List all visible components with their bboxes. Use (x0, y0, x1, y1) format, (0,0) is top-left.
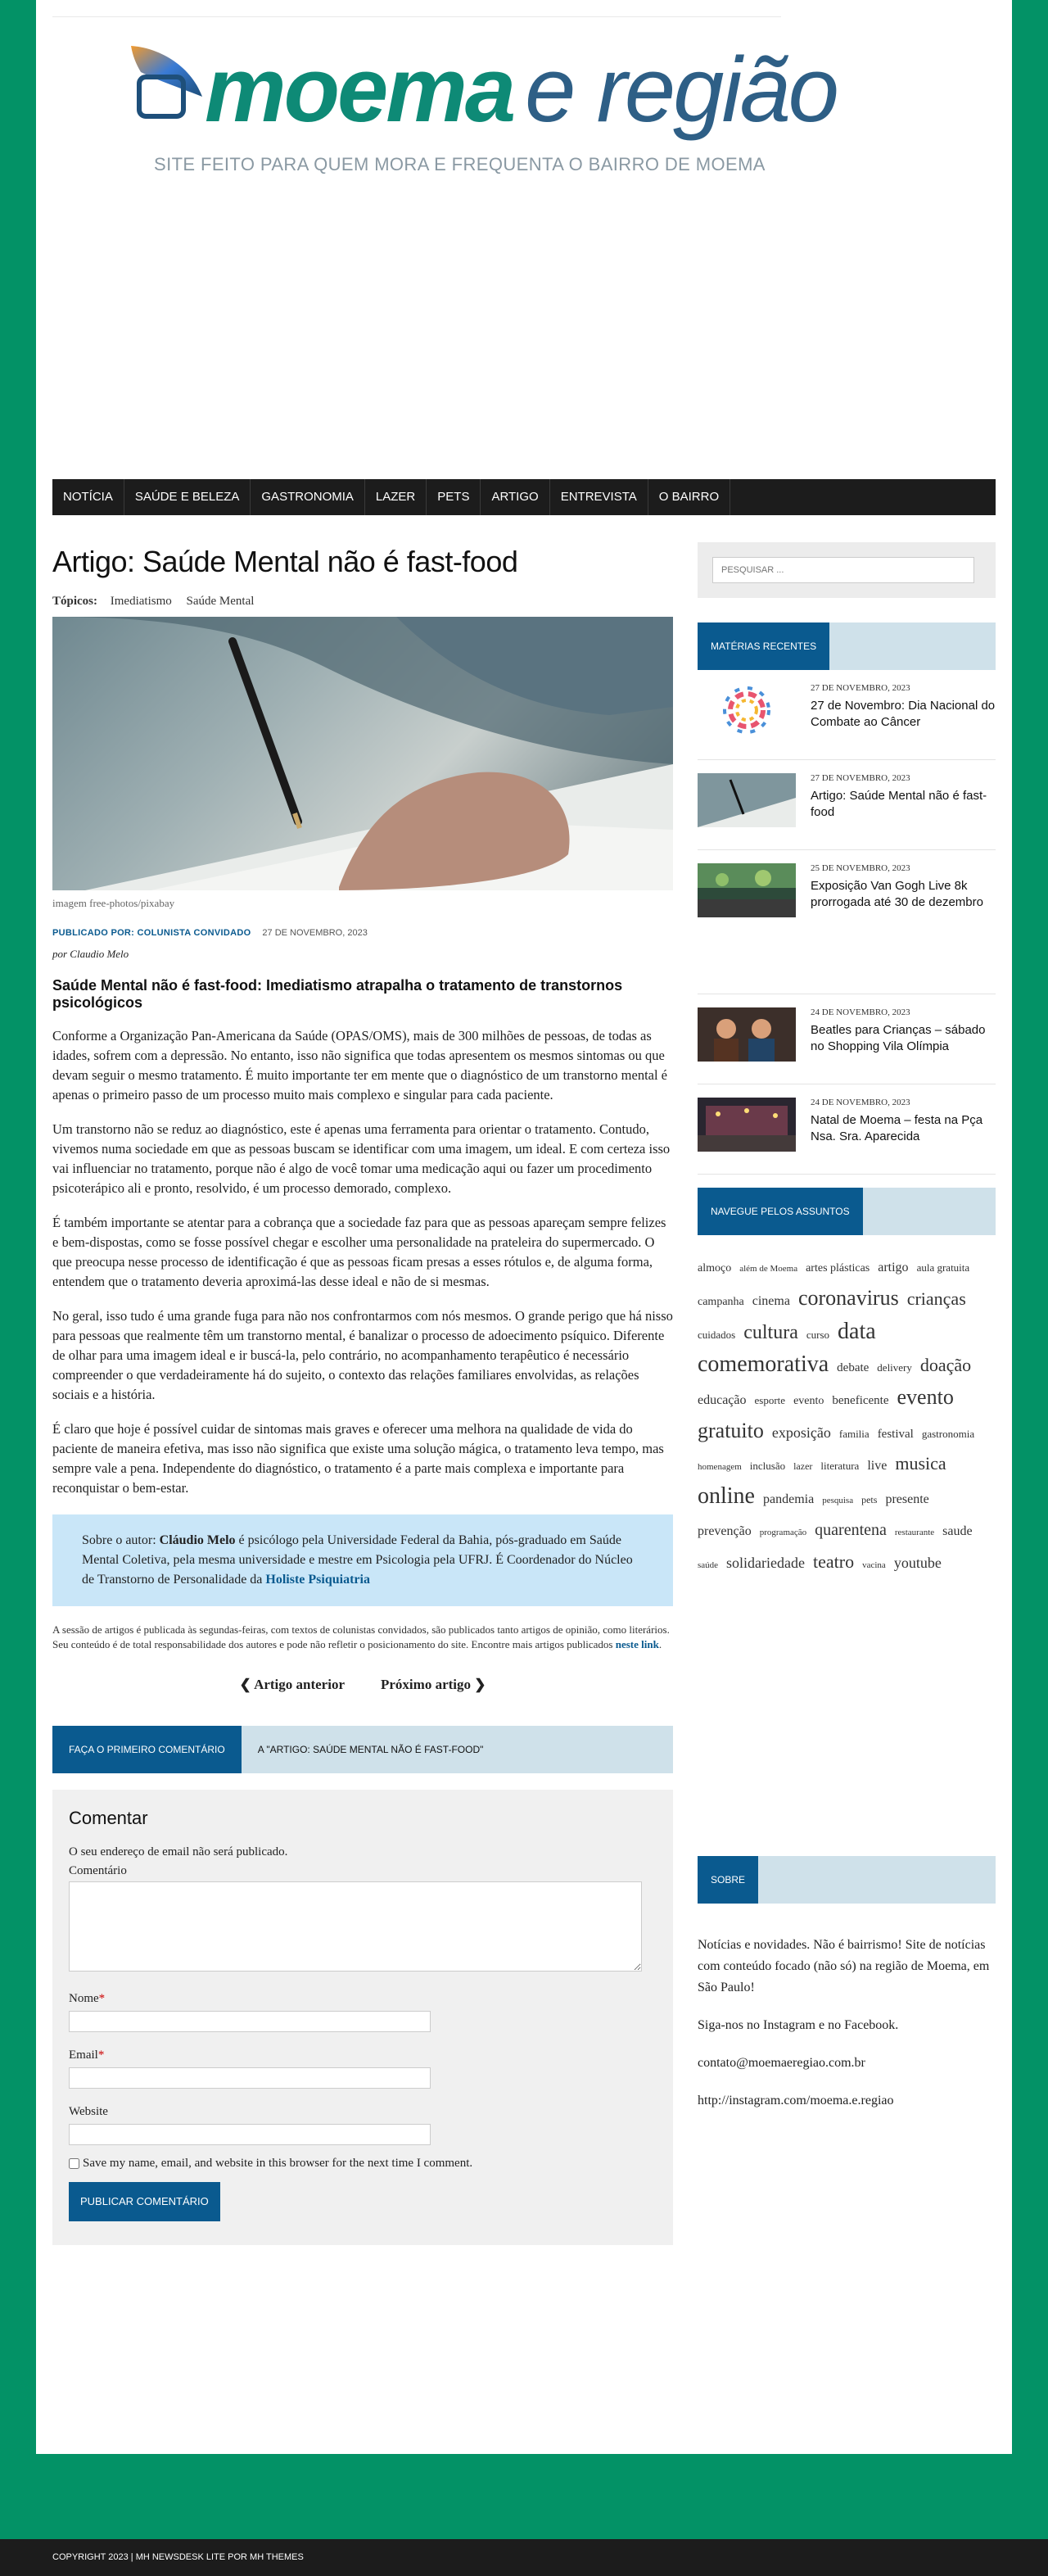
article-paragraph: É claro que hoje é possível cuidar de sintomas mais graves e oferecer uma melhora na qualidade de vida do paciente de maneira efetiva, mas isso não significa que existe uma solução mágica, o tratamento leva tempo, mas sempre vale a pena. Independente do diagnóstico, o tratamento é a parte mais complexa e importante para reconquistar o bem-estar. (52, 1421, 664, 1496)
tag-link[interactable]: vacina (862, 1560, 886, 1570)
nav-item-entrevista[interactable]: ENTREVISTA (550, 479, 648, 515)
topic-link[interactable]: Imediatismo (110, 595, 172, 608)
writing-hand-illustration (52, 617, 673, 890)
published-by[interactable]: PUBLICADO POR: COLUNISTA CONVIDADO (52, 928, 251, 938)
tag-link[interactable]: pesquisa (822, 1496, 854, 1505)
nav-item-noticia[interactable]: NOTÍCIA (52, 479, 124, 515)
contact-email[interactable]: contato@moemaeregiao.com.br (698, 2056, 865, 2070)
site-footer: COPYRIGHT 2023 | MH NEWSDESK LITE POR MH THEMES (0, 2539, 1048, 2576)
quill-icon (124, 39, 215, 129)
recent-date: 24 DE NOVEMBRO, 2023 (811, 1098, 910, 1107)
about-widget (698, 1935, 996, 2128)
recent-widget-bar (698, 622, 996, 670)
recent-title: Artigo: Saúde Mental não é fast-food (811, 789, 987, 819)
website-input[interactable] (69, 2124, 431, 2145)
instagram-link[interactable]: Instagram (763, 2018, 815, 2032)
bio-text: é psicólogo pela Universidade Federal da Bahia, pós-graduado em Saúde Mental Coletiva, pela mesma universidade e mestre em Psicologia pela UFRJ. É Coordenador do Núcleo de Transtorno de Personalidade da (82, 1533, 633, 1587)
tag-link[interactable]: saúde (698, 1560, 719, 1570)
list-item[interactable] (698, 1098, 996, 1175)
tags-widget-bar (698, 1188, 996, 1235)
comments-target-label: A "ARTIGO: SAÚDE MENTAL NÃO É FAST-FOOD" (257, 1744, 484, 1755)
search-widget (698, 542, 996, 598)
about-text: Notícias e novidades. Não é bairrismo! Site de notícias com conteúdo focado (não só) na região de Moema, em São Paulo! (698, 1938, 990, 1994)
bio-link[interactable]: Holiste Psiquiatria (265, 1573, 370, 1587)
logo-wordmark: moema e região (205, 38, 837, 141)
band-thumbnail (698, 1007, 796, 1062)
tag-link[interactable]: cultura (743, 1322, 798, 1343)
tag-link[interactable]: lazer (793, 1460, 813, 1472)
recent-widget-title: MATÉRIAS RECENTES (698, 622, 829, 670)
topics-list (52, 595, 673, 609)
tag-link[interactable]: artigo (878, 1261, 909, 1274)
article-paragraph: Conforme a Organização Pan-Americana da Saúde (OPAS/OMS), mais de 300 milhões de pessoas, de todas as idades, sofrem com a depressão. No entanto, isso não significa que todas apresentem os mesmos sintomas ou que devam seguir o mesmo tratamento. É muito importante ter em mente que o diagnóstico de um transtorno mental é apenas o primeiro passo de um processo muito mais complexo e singular para cada paciente. (52, 1028, 668, 1102)
social-line: Siga-nos no Instagram e no Facebook. (698, 2018, 899, 2032)
tag-link[interactable]: teatro (813, 1551, 855, 1572)
tag-link[interactable]: delivery (877, 1361, 912, 1374)
post-navigation (52, 1677, 673, 1693)
tag-link[interactable]: live (867, 1459, 888, 1473)
tag-link[interactable]: youtube (893, 1555, 942, 1571)
article-paragraph: Um transtorno não se reduz ao diagnóstico, este é apenas uma ferramenta para orientar o tratamento. Contudo, vivemos numa sociedade em que as pessoas buscam se identificar com uma imagem, um ideal. E com certeza isso vai influenciar no tratamento, porque não é algo de você tomar uma medicação aqui ou fazer um procedimento psicoterápico ali e pronto, resolvido, é um processo demorado, complexo. (52, 1121, 671, 1196)
ribbon-thumbnail (698, 683, 796, 737)
prev-label: Artigo anterior (254, 1677, 345, 1692)
recent-list (698, 683, 996, 1175)
tag-link[interactable]: evento (897, 1385, 954, 1409)
email-input[interactable] (69, 2067, 431, 2089)
christmas-thumbnail (698, 1098, 796, 1152)
prev-article-link[interactable] (240, 1677, 346, 1693)
submit-comment-button[interactable]: PUBLICAR COMENTÁRIO (69, 2182, 220, 2221)
author-bio-box (52, 1514, 673, 1606)
recent-title: Exposição Van Gogh Live 8k prorrogada até 30 de dezembro (811, 879, 983, 909)
bio-prefix: Sobre o autor: (82, 1533, 160, 1547)
comment-form (52, 1790, 673, 2245)
image-caption: imagem free-photos/pixabay (52, 897, 175, 909)
tag-link[interactable]: literatura (820, 1460, 860, 1472)
tag-link[interactable]: quarentena (815, 1521, 887, 1539)
tag-link[interactable]: debate (837, 1361, 870, 1374)
tag-link[interactable]: online (698, 1483, 755, 1509)
about-widget-bar (698, 1856, 996, 1904)
list-item[interactable] (698, 863, 996, 994)
tag-link[interactable]: gastronomia (921, 1428, 975, 1440)
recent-date: 27 DE NOVEMBRO, 2023 (811, 773, 910, 783)
tag-link[interactable]: solidariedade (726, 1555, 806, 1571)
email-note: O seu endereço de email não será publicado. (69, 1845, 288, 1858)
save-info-row (69, 2157, 657, 2171)
tag-link[interactable]: gratuito (698, 1419, 764, 1442)
tag-link[interactable]: exposição (771, 1424, 831, 1441)
chevron-right-icon: ❯ (471, 1677, 486, 1692)
comment-heading: Comentar (69, 1808, 148, 1828)
author-line: por Claudio Melo (52, 948, 129, 960)
site-tagline: SITE FEITO PARA QUEM MORA E FREQUENTA O BAIRRO DE MOEMA (154, 154, 766, 174)
exhibition-thumbnail (698, 863, 796, 917)
save-info-label: Save my name, email, and website in this browser for the next time I comment. (83, 2157, 473, 2170)
recent-title: Beatles para Crianças – sábado no Shopping Vila Olímpia (811, 1023, 986, 1053)
tag-link[interactable]: programação (759, 1528, 807, 1537)
recent-date: 25 DE NOVEMBRO, 2023 (811, 863, 910, 873)
name-input[interactable] (69, 2011, 431, 2032)
recent-date: 27 DE NOVEMBRO, 2023 (811, 683, 910, 693)
tag-link[interactable]: data (838, 1319, 876, 1344)
instagram-url[interactable]: http://instagram.com/moema.e.regiao (698, 2094, 894, 2107)
tag-cloud (698, 1253, 996, 1580)
tag-link[interactable]: presente (885, 1492, 929, 1506)
comments-count-label: FAÇA O PRIMEIRO COMENTÁRIO (52, 1726, 242, 1773)
tag-link[interactable]: musica (895, 1453, 946, 1474)
tag-link[interactable]: almoço (698, 1262, 732, 1274)
nav-item-artigo[interactable]: ARTIGO (481, 479, 549, 515)
page-container (36, 0, 1012, 2454)
comments-bar (52, 1726, 673, 1773)
article-hero-image (52, 617, 673, 890)
tag-link[interactable]: curso (806, 1329, 830, 1341)
tag-link[interactable]: esporte (754, 1394, 786, 1406)
list-item[interactable] (698, 773, 996, 850)
section-note (52, 1623, 673, 1652)
nav-item-lazer[interactable]: LAZER (365, 479, 427, 515)
tag-link[interactable]: evento (793, 1395, 824, 1407)
article-subtitle: Saúde Mental não é fast-food: Imediatismo atrapalha o tratamento de transtornos psicológicos (52, 977, 623, 1011)
tag-link[interactable]: cuidados (698, 1329, 736, 1341)
website-label: Website (69, 2105, 108, 2118)
tag-link[interactable]: pandemia (763, 1492, 815, 1506)
next-article-link[interactable] (381, 1677, 486, 1693)
tag-link[interactable]: festival (877, 1428, 914, 1441)
tag-link[interactable]: prevenção (698, 1524, 752, 1538)
nav-item-saude-beleza[interactable]: SAÚDE E BELEZA (124, 479, 251, 515)
tag-link[interactable]: inclusão (749, 1460, 786, 1472)
chevron-left-icon: ❮ (239, 1677, 255, 1692)
recent-title: Natal de Moema – festa na Pça Nsa. Sra. Aparecida (811, 1113, 983, 1143)
article-paragraph: É também importante se atentar para a cobrança que a sociedade faz para que as pessoas apareçam sempre felizes e bem-dispostas, como se fosse possível chegar e escolher uma personalidade na prateleira do supermercado. O que preocupa nesse processo de identificação é que as pessoas ficam presas a esses rótulos e, de alguma forma, entendem que o tratamento deveria aproximá-las desse ideal e não de si mesmas. (52, 1215, 666, 1289)
tag-link[interactable]: crianças (906, 1288, 966, 1309)
bio-name: Cláudio Melo (159, 1533, 236, 1547)
tag-link[interactable]: comemorativa (698, 1351, 829, 1377)
nav-item-pets[interactable]: PETS (427, 479, 481, 515)
about-widget-title: SOBRE (698, 1856, 758, 1904)
tag-link[interactable]: pets (861, 1494, 878, 1505)
tag-link[interactable]: familia (838, 1428, 870, 1440)
save-info-checkbox[interactable] (69, 2158, 79, 2169)
tag-link[interactable]: artes plásticas (806, 1262, 870, 1274)
tag-link[interactable]: além de Moema (739, 1264, 798, 1274)
tag-link[interactable]: coronavirus (797, 1286, 899, 1310)
topic-link[interactable]: Saúde Mental (186, 595, 255, 608)
facebook-link[interactable]: Facebook (844, 2018, 896, 2032)
article-meta (52, 928, 673, 938)
nav-item-o-bairro[interactable]: O BAIRRO (648, 479, 730, 515)
recent-title: 27 de Novembro: Dia Nacional do Combate ao Câncer (811, 699, 996, 729)
search-input[interactable] (712, 557, 974, 583)
recent-date: 24 DE NOVEMBRO, 2023 (811, 1007, 910, 1017)
article-title: Artigo: Saúde Mental não é fast-food (52, 545, 518, 578)
tags-widget-title: NAVEGUE PELOS ASSUNTOS (698, 1188, 863, 1235)
tag-link[interactable]: beneficente (832, 1394, 889, 1407)
tag-link[interactable]: doação (919, 1355, 972, 1375)
tag-link[interactable]: campanha (698, 1296, 744, 1308)
article-paragraph: No geral, isso tudo é uma grande fuga para não nos confrontarmos com nós mesmos. O grande perigo que há nisso para pessoas que realmente têm um transtorno mental, é banalizar o processo de adoecimento psíquico. Diferente de olhar para uma imagem ideal e ir buscá-la, pelo contrário, no acompanhamento terapêutico é necessário compreender o que verdadeiramente há do sujeito, o contexto das relações familiares envolvidas, as relações sociais e a história. (52, 1308, 673, 1402)
comment-label: Comentário (69, 1864, 127, 1877)
top-divider (52, 16, 781, 17)
topics-label: Tópicos: (52, 595, 98, 608)
publish-date: 27 DE NOVEMBRO, 2023 (262, 928, 368, 938)
tag-link[interactable]: homenagem (698, 1462, 742, 1472)
site-logo[interactable] (90, 33, 837, 180)
note-text: A sessão de artigos é publicada às segundas-feiras, com textos de colunistas convidados, são publicados tanto artigos de opinião, como literários. Seu conteúdo é de total responsabilidade dos autores e pode não refletir o posicionamento do site. Encontre mais artigos publicados (52, 1623, 670, 1650)
list-item[interactable] (698, 683, 996, 760)
email-label: Email* (69, 2049, 105, 2062)
tag-link[interactable]: aula gratuita (916, 1261, 970, 1274)
next-label: Próximo artigo (381, 1677, 471, 1692)
tag-link[interactable]: educação (698, 1393, 747, 1407)
note-link[interactable]: neste link (615, 1638, 659, 1650)
tag-link[interactable]: restaurante (894, 1528, 935, 1537)
comment-textarea[interactable] (69, 1881, 642, 1972)
main-nav (52, 479, 996, 515)
list-item[interactable] (698, 1007, 996, 1084)
article-column (52, 542, 673, 2245)
tag-link[interactable]: cinema (752, 1294, 790, 1308)
note-end: . (658, 1638, 662, 1650)
nav-item-gastronomia[interactable]: GASTRONOMIA (251, 479, 365, 515)
name-label: Nome* (69, 1992, 106, 2005)
sidebar (698, 542, 996, 2107)
tag-link[interactable]: saude (942, 1524, 973, 1538)
writing-thumbnail (698, 773, 796, 827)
